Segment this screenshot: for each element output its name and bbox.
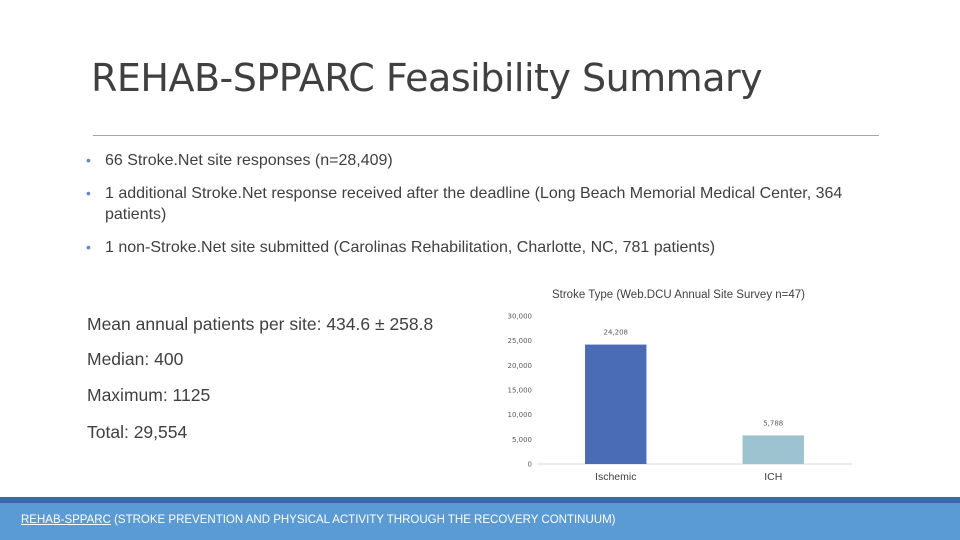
bullet-list xyxy=(86,150,866,270)
chart-svg xyxy=(490,282,860,492)
bullet-text: 1 additional Stroke.Net response received after the deadline (Long Beach Memorial Medical Center, 364 patients) xyxy=(105,185,843,223)
bar-ich xyxy=(743,435,804,464)
bullet-text: 66 Stroke.Net site responses (n=28,409) xyxy=(105,152,393,169)
x-category-label: ICH xyxy=(764,471,783,483)
footer-text xyxy=(21,514,615,526)
y-tick-label: 10,000 xyxy=(507,411,532,420)
y-tick-label: 5,000 xyxy=(511,435,532,444)
data-label: 24,208 xyxy=(603,328,628,337)
bullet-dot-icon: • xyxy=(86,185,91,201)
stat-median: Median: 400 xyxy=(87,349,184,369)
footer-acronym: REHAB-SPPARC xyxy=(21,514,111,526)
bullet-text: 1 non-Stroke.Net site submitted (Carolinas Rehabilitation, Charlotte, NC, 781 patients) xyxy=(105,239,716,256)
bullet-dot-icon: • xyxy=(86,239,91,255)
x-category-label: Ischemic xyxy=(595,471,637,483)
y-tick-label: 20,000 xyxy=(507,361,532,370)
bullet-dot-icon: • xyxy=(86,152,91,168)
bar-ischemic xyxy=(585,345,646,464)
stat-mean: Mean annual patients per site: 434.6 ± 258.8 xyxy=(87,314,434,334)
stroke-type-chart xyxy=(490,282,860,492)
bullet-item xyxy=(86,237,866,258)
y-tick-label: 15,000 xyxy=(507,386,532,395)
footer-expansion: (STROKE PREVENTION AND PHYSICAL ACTIVITY THROUGH THE RECOVERY CONTINUUM) xyxy=(110,514,616,526)
slide-title: REHAB-SPPARC Feasibility Summary xyxy=(91,56,763,100)
bullet-item xyxy=(86,150,866,171)
y-tick-label: 25,000 xyxy=(507,337,532,346)
y-tick-label: 30,000 xyxy=(507,312,532,321)
title-divider xyxy=(93,135,879,136)
data-label: 5,788 xyxy=(763,419,784,428)
chart-title: Stroke Type (Web.DCU Annual Site Survey n=47) xyxy=(551,289,806,301)
stat-maximum: Maximum: 1125 xyxy=(87,385,211,405)
stat-total: Total: 29,554 xyxy=(87,422,188,442)
bullet-item xyxy=(86,183,866,225)
y-tick-label: 0 xyxy=(527,460,532,469)
